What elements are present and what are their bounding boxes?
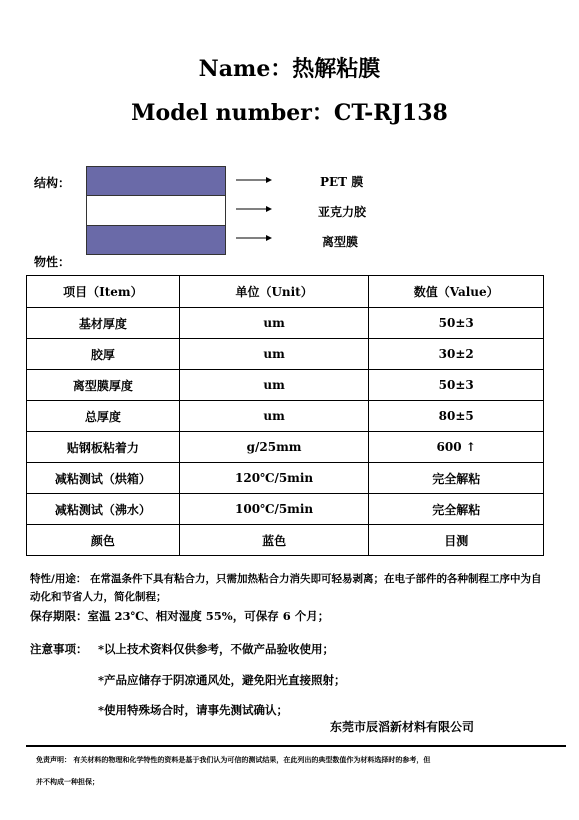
cell-item: 减粘测试（烘箱） — [27, 463, 180, 494]
structure-label: 结构： — [34, 176, 71, 190]
table-row — [27, 339, 544, 370]
cell-value: 600 ↑ — [369, 432, 544, 463]
table-row — [27, 494, 544, 525]
cell-unit: um — [179, 339, 369, 370]
cell-value: 50±3 — [369, 308, 544, 339]
column-header-value: 数值（Value） — [369, 276, 544, 308]
cell-item: 胶厚 — [27, 339, 180, 370]
layer-name-release: 离型膜 — [322, 235, 359, 249]
cell-item: 基材厚度 — [27, 308, 180, 339]
table-row — [27, 308, 544, 339]
cell-unit: um — [179, 401, 369, 432]
layer-name-pet: PET 膜 — [320, 175, 364, 189]
column-header-unit: 单位（Unit） — [179, 276, 369, 308]
cell-item: 离型膜厚度 — [27, 370, 180, 401]
storage-note: 保存期限：室温 23℃、相对湿度 55%，可保存 6 个月； — [30, 609, 330, 623]
table-row — [27, 370, 544, 401]
attention-item: *以上技术资料仅供参考，不做产品验收使用； — [98, 642, 335, 656]
cell-value: 80±5 — [369, 401, 544, 432]
divider — [26, 745, 566, 747]
product-name-title: Name：热解粘膜 — [198, 56, 381, 82]
cell-value: 目测 — [369, 525, 544, 556]
attention-label: 注意事项： — [30, 642, 88, 656]
table-row — [27, 432, 544, 463]
cell-value: 50±3 — [369, 370, 544, 401]
cell-unit: um — [179, 308, 369, 339]
attention-item: *使用特殊场合时，请事先测试确认； — [98, 703, 289, 717]
attention-item: *产品应储存于阴凉通风处，避免阳光直接照射； — [98, 673, 346, 687]
layer-name-acrylic: 亚克力胶 — [318, 205, 367, 219]
cell-value: 完全解粘 — [369, 494, 544, 525]
disclaimer-text — [36, 749, 556, 793]
arrow-right-icon — [236, 233, 272, 243]
disclaimer-line: 并不构成一种担保； — [36, 777, 99, 786]
feature-note: 特性/用途： 在常温条件下具有粘合力，只需加热粘合力消失即可轻易剥离；在电子部件的各种制程工序中为自动化和节省人力，简化制程； — [30, 573, 542, 603]
arrow-right-icon — [236, 204, 272, 214]
layer-pet — [86, 166, 226, 196]
disclaimer-line: 免责声明： 有关材料的物理和化学特性的资料是基于我们认为可信的测试结果，在此列出的典型数值作为材料选择时的参考，但 — [36, 755, 431, 764]
cell-value: 完全解粘 — [369, 463, 544, 494]
cell-unit: 120℃/5min — [179, 463, 369, 494]
cell-item: 总厚度 — [27, 401, 180, 432]
layer-release — [86, 225, 226, 255]
properties-table — [26, 275, 544, 556]
table-row — [27, 463, 544, 494]
table-row — [27, 525, 544, 556]
cell-unit: 100℃/5min — [179, 494, 369, 525]
cell-unit: um — [179, 370, 369, 401]
cell-item: 颜色 — [27, 525, 180, 556]
cell-value: 30±2 — [369, 339, 544, 370]
model-number-title: Model number：CT-RJ138 — [131, 100, 448, 126]
properties-label: 物性： — [34, 255, 71, 269]
column-header-item: 项目（Item） — [27, 276, 180, 308]
table-header-row — [27, 276, 544, 308]
arrow-right-icon — [236, 175, 272, 185]
company-name: 东莞市辰滔新材料有限公司 — [330, 720, 475, 734]
cell-unit: 蓝色 — [179, 525, 369, 556]
layer-acrylic — [86, 195, 226, 226]
cell-item: 贴钢板粘着力 — [27, 432, 180, 463]
cell-unit: g/25mm — [179, 432, 369, 463]
table-row — [27, 401, 544, 432]
cell-item: 减粘测试（沸水） — [27, 494, 180, 525]
